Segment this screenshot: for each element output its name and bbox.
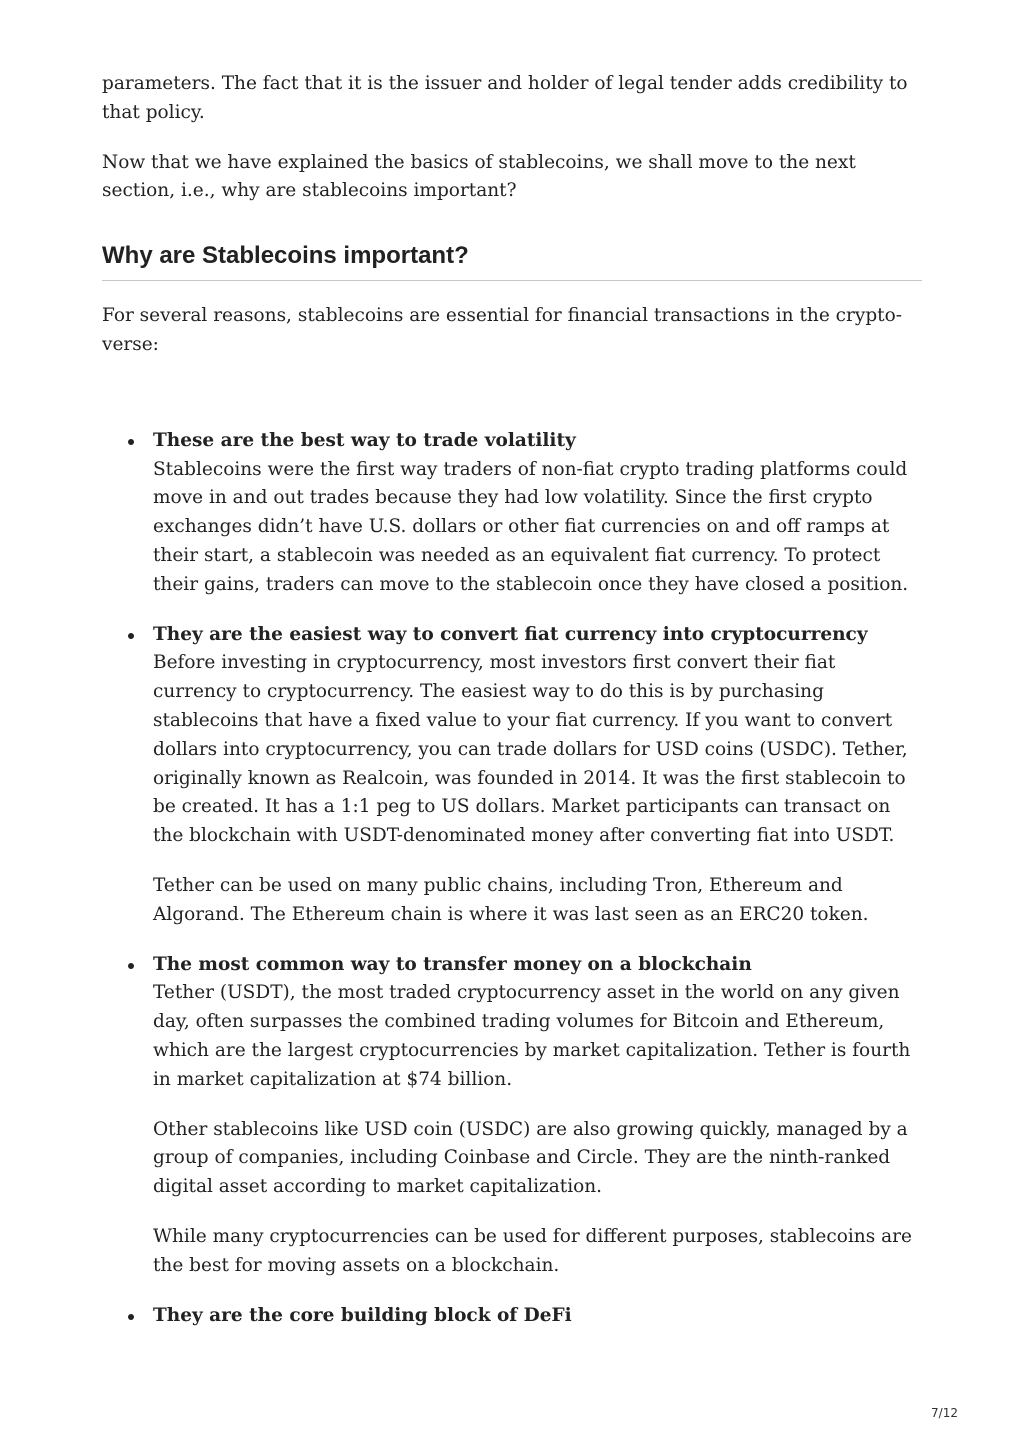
list-item [153, 621, 922, 930]
reasons-list [102, 427, 922, 1331]
section-heading: Why are Stablecoins important? [102, 241, 922, 281]
section-intro: For several reasons, stablecoins are essential for financial transactions in the crypto-verse: [102, 305, 902, 355]
paragraph-policy: parameters. The fact that it is the issuer and holder of legal tender adds credibility to that policy. [102, 73, 908, 123]
bullet-icon [128, 439, 134, 445]
list-item-paragraph: Tether can be used on many public chains, including Tron, Ethereum and Algorand. The Ethereum chain is where it was last seen as an ERC20 token. [153, 874, 869, 925]
list-item-paragraph: Before investing in cryptocurrency, most investors first convert their fiat currency to cryptocurrency. The easiest way to do this is by purchasing stablecoins that have a fixed value to your fiat currency. If you want to convert dollars into cryptocurrency, you can trade dollars for USD coins (USDC). Tether, originally known as Realcoin, was founded in 2014. It was the first stablecoin to be created. It has a 1:1 peg to US dollars. Market participants can transact on the blockchain with USDT-denominated money after converting fiat into USDT. [153, 652, 908, 847]
list-item [153, 1302, 922, 1331]
bullet-icon [128, 1314, 134, 1320]
list-item [153, 427, 922, 600]
paragraph-transition: Now that we have explained the basics of stablecoins, we shall move to the next section, i.e., why are stablecoins important? [102, 151, 856, 202]
list-item-paragraph: While many cryptocurrencies can be used for different purposes, stablecoins are the best for moving assets on a blockchain. [153, 1225, 912, 1276]
page-number: 7/12 [931, 1406, 958, 1420]
list-item-title: The most common way to transfer money on a blockchain [153, 953, 752, 975]
list-item-title: These are the best way to trade volatility [153, 429, 576, 451]
list-item-paragraph: Tether (USDT), the most traded cryptocurrency asset in the world on any given day, often surpasses the combined trading volumes for Bitcoin and Ethereum, which are the largest cryptocurrencies by market capitalization. Tether is fourth in market capitalization at $74 billion. [153, 982, 911, 1090]
list-item [153, 951, 922, 1281]
bullet-icon [128, 633, 134, 639]
list-item-title: They are the easiest way to convert fiat currency into cryptocurrency [153, 623, 868, 645]
document-page [102, 70, 922, 1351]
bullet-icon [128, 963, 134, 969]
list-item-paragraph: Other stablecoins like USD coin (USDC) are also growing quickly, managed by a group of companies, including Coinbase and Circle. They are the ninth-ranked digital asset according to market capitalization. [153, 1118, 908, 1198]
list-item-paragraph: Stablecoins were the first way traders of non-fiat crypto trading platforms could move in and out trades because they had low volatility. Since the first crypto exchanges didn’t have U.S. dollars or other fiat currencies on and off ramps at their start, a stablecoin was needed as an equivalent fiat currency. To protect their gains, traders can move to the stablecoin once they have closed a position. [153, 458, 909, 595]
list-item-title: They are the core building block of DeFi [153, 1304, 572, 1326]
